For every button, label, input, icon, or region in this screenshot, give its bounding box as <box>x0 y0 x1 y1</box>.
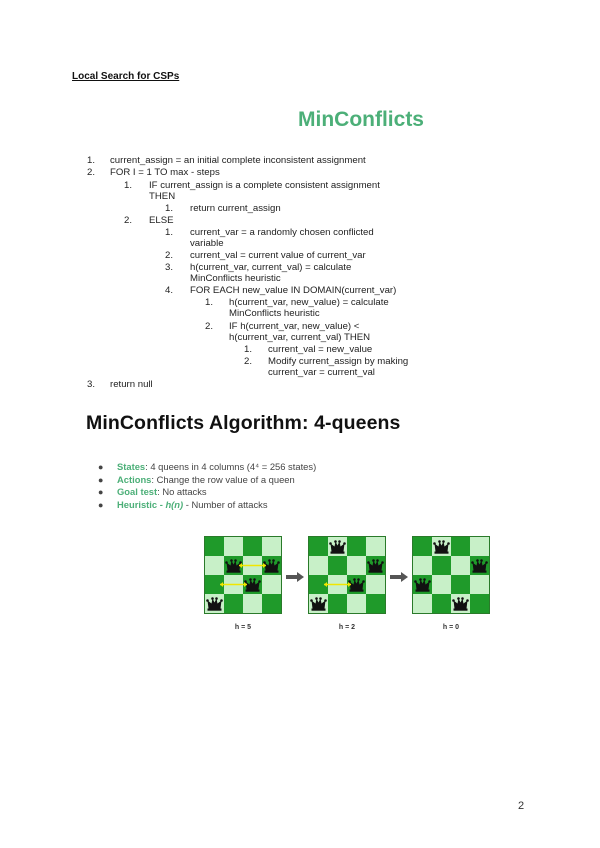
bullet-text: - Number of attacks <box>183 498 268 510</box>
board-square <box>451 575 470 594</box>
line-text: h(current_var, current_val) THEN <box>229 332 371 343</box>
line-number: 2. <box>124 215 133 226</box>
line-text: h(current_var, new_value) = calculate <box>229 297 389 308</box>
board-square <box>224 594 243 613</box>
bullet-label-italic: h(n) <box>165 498 184 510</box>
bullet-label: States <box>117 461 146 472</box>
board-square <box>366 537 385 556</box>
bullet-label: Goal test <box>117 486 158 498</box>
h-label: h = 5 <box>234 624 252 631</box>
board-square <box>262 575 281 594</box>
line-text: FOR EACH new_value IN DOMAIN(current_var) <box>190 285 397 296</box>
line-text: current_var = a randomly chosen conflicted <box>190 227 374 238</box>
line-text: IF h(current_var, new_value) < <box>229 321 360 332</box>
board-square <box>432 594 451 613</box>
board-square <box>413 594 432 613</box>
line-text: current_val = current value of current_var <box>190 250 366 261</box>
board-square <box>205 556 224 575</box>
board-square <box>243 537 262 556</box>
bullet-text: : 4 queens in 4 columns (4⁴ = 256 states) <box>145 461 317 472</box>
bullet-states <box>98 461 316 474</box>
board-square <box>205 537 224 556</box>
bullet-goal-test <box>98 486 316 499</box>
line-text: current_var = current_val <box>268 367 375 378</box>
line-number: 4. <box>165 285 174 296</box>
line-text: IF current_assign is a complete consistent assignment <box>149 180 380 191</box>
line-number: 1. <box>165 227 174 238</box>
line-number: 1. <box>87 155 96 166</box>
bullet-text: : Change the row value of a queen <box>151 473 295 485</box>
board-square <box>470 575 489 594</box>
line-text: current_assign = an initial complete inconsistent assignment <box>110 155 366 166</box>
bullet-dot-icon: ● <box>98 474 104 485</box>
board-square <box>347 556 366 575</box>
arrow-right-icon <box>390 569 408 579</box>
board-svg <box>309 537 385 613</box>
page-title: MinConflicts <box>298 108 424 131</box>
board-svg <box>413 537 489 613</box>
line-number: 2. <box>87 167 96 178</box>
line-text: ELSE <box>149 215 174 226</box>
bullet-dot-icon: ● <box>98 487 104 498</box>
bullet-label: Heuristic - <box>117 498 166 510</box>
chess-board-2 <box>308 536 386 614</box>
h-label: h = 0 <box>442 624 460 631</box>
h-label: h = 2 <box>338 624 356 631</box>
line-text: return current_assign <box>190 203 281 214</box>
board-square <box>262 537 281 556</box>
four-queens-figure <box>204 536 494 636</box>
board-square <box>413 537 432 556</box>
board-square <box>309 537 328 556</box>
chess-board-1 <box>204 536 282 614</box>
section-header: Local Search for CSPs <box>72 71 180 82</box>
board-square <box>328 556 347 575</box>
line-text: return null <box>110 379 153 390</box>
board-square <box>413 556 432 575</box>
arrow-right-icon <box>286 569 304 579</box>
bullet-dot-icon: ● <box>98 499 104 510</box>
board-square <box>262 594 281 613</box>
bullet-dot-icon: ● <box>98 462 104 472</box>
line-text: MinConflicts heuristic <box>190 273 281 284</box>
page-number: 2 <box>518 800 525 812</box>
board-square <box>366 594 385 613</box>
bullet-text: : No attacks <box>157 486 207 498</box>
line-number: 3. <box>165 262 174 273</box>
board-square <box>451 537 470 556</box>
line-number: 3. <box>87 379 96 390</box>
line-number: 2. <box>165 250 174 261</box>
board-square <box>347 594 366 613</box>
board-square <box>328 594 347 613</box>
bullet-actions <box>98 474 316 487</box>
line-text: THEN <box>149 191 176 202</box>
line-number: 2. <box>244 356 253 367</box>
line-text: FOR I = 1 TO max - steps <box>110 167 220 178</box>
board-square <box>243 594 262 613</box>
line-text: variable <box>190 238 224 249</box>
line-number: 2. <box>205 321 214 332</box>
line-number: 1. <box>165 203 174 214</box>
board-square <box>432 556 451 575</box>
line-number: 1. <box>244 344 253 355</box>
bullet-list <box>98 461 316 511</box>
chess-board-3 <box>412 536 490 614</box>
board-square <box>224 537 243 556</box>
section-title: MinConflicts Algorithm: 4-queens <box>86 412 401 434</box>
bullet-heuristic <box>98 499 316 512</box>
bullet-label: Actions <box>117 473 152 485</box>
line-text: MinConflicts heuristic <box>229 308 320 319</box>
line-number: 1. <box>205 297 214 308</box>
board-square <box>470 594 489 613</box>
board-square <box>309 556 328 575</box>
line-text: current_val = new_value <box>268 344 373 355</box>
board-square <box>347 537 366 556</box>
line-text: h(current_var, current_val) = calculate <box>190 262 352 273</box>
board-square <box>366 575 385 594</box>
board-svg <box>205 537 281 613</box>
board-square <box>470 537 489 556</box>
line-text: Modify current_assign by making <box>268 356 409 367</box>
board-square <box>432 575 451 594</box>
line-number: 1. <box>124 180 133 191</box>
board-square <box>451 556 470 575</box>
